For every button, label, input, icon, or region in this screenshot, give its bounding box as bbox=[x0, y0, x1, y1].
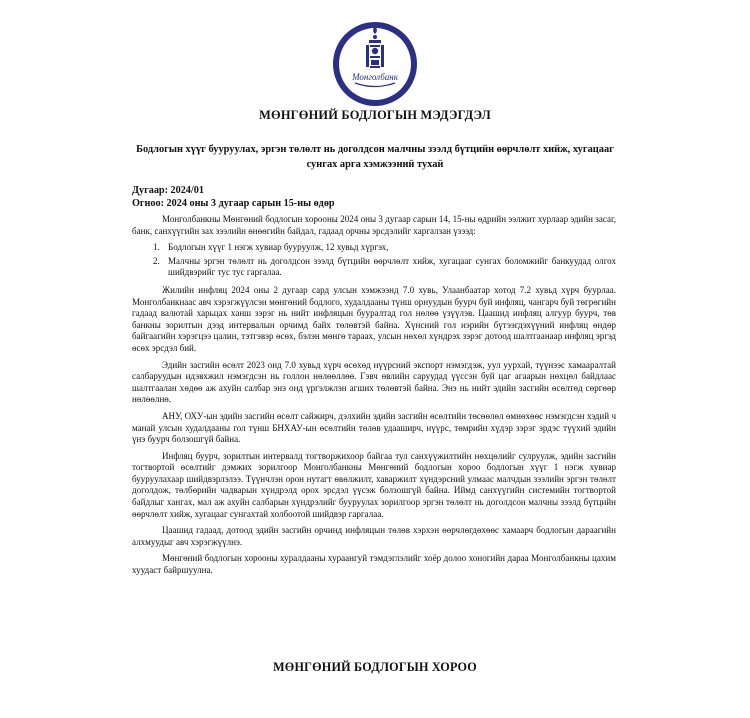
document-number: Дугаар: 2024/01 bbox=[132, 185, 204, 196]
soyombo-emblem-icon bbox=[330, 20, 420, 108]
decision-list bbox=[132, 242, 616, 279]
body-paragraph: Инфляц буурч, зорилтын интервалд тогтворжихоор байгаа тул санхүүжилтийн нөхцөлийг сулруулж, эдийн засгийн тогтвортой өсөлтийг дэмжих зорилгоор Монголбанкны Мөнгөний бодлогын хороо бодлогын хүүг 1 нэгж хувиар бууруулахаар шийдвэрлэлээ. Түүнчлэн орон нутагт өвөлжилт, хаваржилт хүндэрсний улмаас малчдын зээлийн эргэн төлөлт доголдож, төлбөрийн чадварын хүндрэлд орох эрсдэл үүсэж болзошгүй байна. Иймд санхүүгийн системийн тогтвортой байдлыг хангах, мал аж ахуйн салбарын хүндрэлийг бууруулах зорилгоор эргэн төлөлт нь доголдсон малчны зээлд бүтцийн өөрчлөлт хийж, хугацааг сунгахтай холбоотой шийдвэр гаргалаа. bbox=[132, 450, 616, 519]
body-paragraph: Эдийн засгийн өсөлт 2023 онд 7.0 хувьд хүрч өсөхөд нүүрсний экспорт нэмэгдэж, уул уурхай, түүнээс хамааралтай салбаруудын идэвхжил нэмэгдсэн нь голлон нөлөөллөө. Гэвч өвлийн саруудад үүссэн буй цаг агаарын нөхцөл байдлаас шалтгаалан хөдөө аж ахуйн салбар энэ онд үргэлжлэн агших төлөвтэй байна. Энэ нь нийт эдийн засгийн өсөлтөд сөргөөр нөлөөлнө. bbox=[132, 359, 616, 405]
decision-item: 1. Бодлогын хүүг 1 нэгж хувиар бууруулж, 12 хувьд хүргэх, bbox=[162, 242, 616, 254]
mongolbank-logo bbox=[330, 20, 420, 108]
body-paragraph: Мөнгөний бодлогын хорооны хуралдааны хураангуй тэмдэглэлийг хоёр долоо хоногийн дараа Монголбанкны цахим хуудаст байршуулна. bbox=[132, 553, 616, 576]
intro-paragraph: Монголбанкны Мөнгөний бодлогын хорооны 2024 оны 3 дугаар сарын 14, 15-ны өдрийн ээлжит хурлаар эдийн засаг, банк, санхүүгийн зах зээлийн өнөөгийн байдал, гадаад орчны эрсдэлийг харгалзан үзээд: bbox=[132, 214, 616, 236]
document-heading: МӨНГӨНИЙ БОДЛОГЫН МЭДЭГДЭЛ bbox=[259, 108, 491, 122]
document-meta bbox=[132, 184, 335, 210]
body-paragraph: Жилийн инфляц 2024 оны 2 дугаар сард улсын хэмжээнд 7.0 хувь, Улаанбаатар хотод 7.2 хувьд хүрч буурлаа. Монголбанкнаас авч хэрэгжүүлсэн мөнгөний бодлого, худалдааны түнш орнуудын буурч буй инфляц, чангарч буй төгрөгийн гадаад валютай харьцах ханш зэрэг нь нийт инфляцын бууралтад гол нөлөө үзүүлэв. Цаашид инфляц алгуур буурч, төв банкны зорилтын дээд интервалын орчимд байх төлөвтэй байна. Хүнсний гол нэрийн бүтээгдэхүүний инфляц өндөр байгаагийн хэрэгцээ цалин, тэтгэвэр өсөх, бэлэн мөнгө тараах, улсын нөхөл хүндрэх зэрэг дотоод шалтгаанаар инфляц эргэд өсөх эрсдэл бий. bbox=[132, 284, 616, 353]
body-paragraph: АНУ, ОХУ-ын эдийн засгийн өсөлт сайжирч, дэлхийн эдийн засгийн өсөлтийн төсөөлөл өмнөхөөс нэмэгдсэн хэдий ч манай улсын худалдааны гол түнш БНХАУ-ын өсөлтийн төлөв удааширч, нүүрс, төмрийн хүдэр зэрэг эрдэс түүхий эдийн үнэ буурч болзошгүй байна. bbox=[132, 410, 616, 445]
committee-signature: МӨНГӨНИЙ БОДЛОГЫН ХОРОО bbox=[273, 660, 477, 674]
body-paragraph: Цаашид гадаад, дотоод эдийн засгийн орчинд инфляцын төлөв хэрхэн өөрчлөгдөхөөс хамаарч бодлогын дараагийн алхмуудыг авч хэрэгжүүлнэ. bbox=[132, 525, 616, 547]
document-body bbox=[132, 214, 616, 582]
document-subtitle: Бодлогын хүүг бууруулах, эргэн төлөлт нь доголдсон малчны зээлд бүтцийн өөрчлөлт хийж, хугацааг сунгах арга хэмжээний тухай bbox=[136, 144, 614, 170]
logo-text: Монголбанк bbox=[352, 72, 398, 82]
document-date: Огноо: 2024 оны 3 дугаар сарын 15-ны өдөр bbox=[132, 198, 335, 209]
decision-item: 2. Малчны эргэн төлөлт нь доголдсон зээлд бүтцийн өөрчлөлт хийж, хугацааг сунгах боломжийг банкуудад олгох шийдвэрийг тус тус гаргалаа. bbox=[162, 256, 616, 279]
